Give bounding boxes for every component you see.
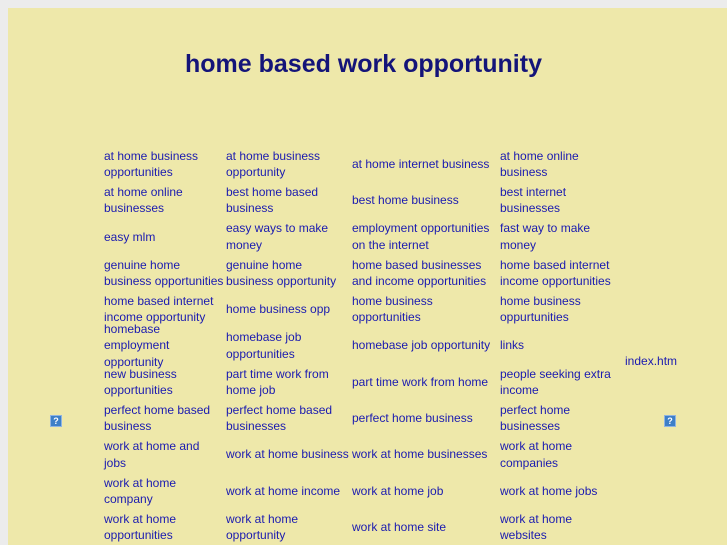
keyword-link[interactable]: work at home job: [352, 483, 444, 498]
keyword-link[interactable]: work at home companies: [500, 439, 573, 470]
keyword-link[interactable]: home business opp: [226, 302, 331, 317]
keyword-link[interactable]: best internet businesses: [500, 185, 567, 216]
keyword-link[interactable]: work at home businesses: [352, 447, 488, 462]
keyword-link[interactable]: part time work from home job: [226, 366, 329, 397]
keyword-link[interactable]: work at home jobs: [500, 483, 598, 498]
keyword-link[interactable]: at home online business: [500, 148, 579, 180]
keyword-link[interactable]: work at home site: [352, 519, 447, 534]
keyword-link[interactable]: part time work from home: [352, 374, 489, 389]
keyword-link[interactable]: perfect home based businesses: [226, 402, 333, 434]
broken-image-icon: ?: [664, 415, 676, 427]
keyword-link[interactable]: home business oppurtunities: [500, 294, 581, 325]
keyword-link[interactable]: work at home opportunity: [226, 511, 299, 543]
index-link[interactable]: index.htm: [625, 354, 678, 368]
keyword-link[interactable]: homebase job opportunity: [352, 338, 491, 353]
keyword-link[interactable]: at home internet business: [352, 157, 490, 171]
keyword-link[interactable]: genuine home business opportunities: [104, 257, 224, 289]
keyword-link[interactable]: perfect home business: [352, 411, 473, 426]
keyword-link[interactable]: work at home opportunities: [104, 511, 177, 543]
keyword-link[interactable]: work at home and jobs: [104, 439, 200, 470]
keyword-link[interactable]: at home online businesses: [104, 185, 183, 216]
keyword-link[interactable]: home based businesses and income opportunities: [352, 257, 487, 289]
keyword-link[interactable]: work at home websites: [500, 511, 573, 543]
keyword-link[interactable]: home based internet income opportunity: [104, 294, 214, 325]
keyword-link[interactable]: homebase job opportunities: [226, 330, 302, 361]
keyword-link[interactable]: fast way to make money: [500, 221, 591, 252]
keyword-link[interactable]: easy mlm: [104, 229, 156, 244]
keyword-link[interactable]: home based internet income opportunities: [500, 257, 611, 289]
page-background: [8, 8, 727, 545]
keyword-link[interactable]: homebase employment opportunity: [104, 322, 170, 369]
keyword-link[interactable]: perfect home based business: [104, 402, 211, 434]
keyword-link[interactable]: employment opportunities on the internet: [352, 221, 490, 252]
keyword-link[interactable]: work at home income: [226, 483, 341, 498]
keyword-link[interactable]: new business opportunities: [104, 366, 177, 397]
keyword-link[interactable]: easy ways to make money: [226, 221, 329, 252]
broken-image-icon: ?: [50, 415, 62, 427]
keyword-link[interactable]: links: [500, 338, 525, 353]
keyword-link[interactable]: best home business: [352, 193, 459, 208]
keyword-link[interactable]: perfect home businesses: [500, 402, 571, 434]
keyword-link[interactable]: at home business opportunity: [226, 148, 321, 180]
keyword-link[interactable]: at home business opportunities: [104, 148, 199, 180]
keyword-link[interactable]: people seeking extra income: [500, 366, 611, 397]
keyword-link[interactable]: home business opportunities: [352, 294, 433, 325]
keyword-link[interactable]: work at home company: [104, 475, 177, 506]
keyword-link[interactable]: work at home business: [226, 447, 349, 462]
link-grid: [104, 146, 618, 545]
keyword-link[interactable]: genuine home business opportunity: [226, 257, 337, 289]
keyword-link[interactable]: best home based business: [226, 185, 319, 216]
page-title: home based work opportunity: [185, 50, 542, 78]
